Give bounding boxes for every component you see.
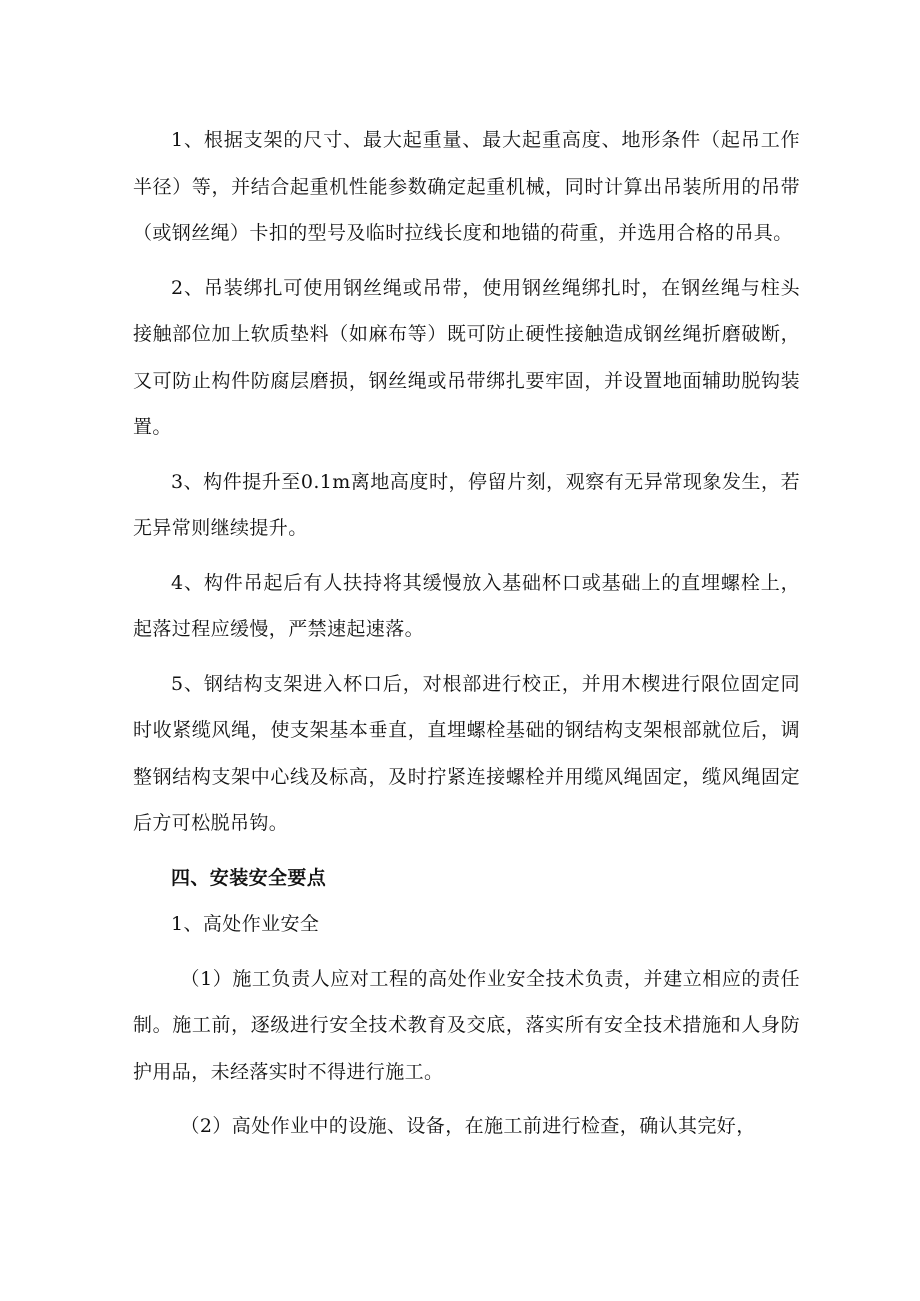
paragraph-5: 5、钢结构支架进入杯口后，对根部进行校正，并用木楔进行限位固定同时收紧缆风绳，使支架基本垂直，直埋螺栓基础的钢结构支架根部就位后，调整钢结构支架中心线及标高，及时拧紧连接螺栓并用缆风绳固定，缆风绳固定后方可松脱吊钩。: [133, 672, 800, 834]
section-heading: 四、安装安全要点: [171, 866, 327, 889]
paragraph-gap: [133, 1095, 800, 1103]
paragraph-2: 2、吊装绑扎可使用钢丝绳或吊带，使用钢丝绳绑扎时，在钢丝绳与柱头接触部位加上软质垫料（如麻布等）既可防止硬性接触造成钢丝绳折磨破断，又可防止构件防腐层磨损，钢丝绳或吊带绑扎要牢固，并设置地面辅助脱钩装置。: [133, 276, 800, 438]
paragraph-4: 4、构件吊起后有人扶持将其缓慢放入基础杯口或基础上的直埋螺栓上，起落过程应缓慢，严禁速起速落。: [133, 571, 800, 640]
paragraph-gap: [133, 653, 800, 661]
paragraph-gap: [133, 451, 800, 459]
paragraph-gap: [133, 552, 800, 560]
subsection-heading: 1、高处作业安全: [171, 913, 320, 935]
paragraph-1: 1、根据支架的尺寸、最大起重量、最大起重高度、地形条件（起吊工作半径）等，并结合起重机性能参数确定起重机械，同时计算出吊装所用的吊带（或钢丝绳）卡扣的型号及临时拉线长度和地锚的荷重，并选用合格的吊具。: [133, 129, 800, 244]
paragraph-gap: [133, 257, 800, 265]
paragraph-gap: [133, 847, 800, 855]
list-item-2: （2）高处作业中的设施、设备，在施工前进行检查，确认其完好，: [180, 1115, 756, 1137]
list-item-1: （1）施工负责人应对工程的高处作业安全技术负责，并建立相应的责任制。施工前，逐级进行安全技术教育及交底，落实所有安全技术措施和人身防护用品，未经落实时不得进行施工。: [133, 967, 800, 1083]
paragraph-gap: [133, 948, 800, 956]
paragraph-3: 3、构件提升至0.1m离地高度时，停留片刻，观察有无异常现象发生，若无异常则继续提升。: [133, 470, 800, 539]
